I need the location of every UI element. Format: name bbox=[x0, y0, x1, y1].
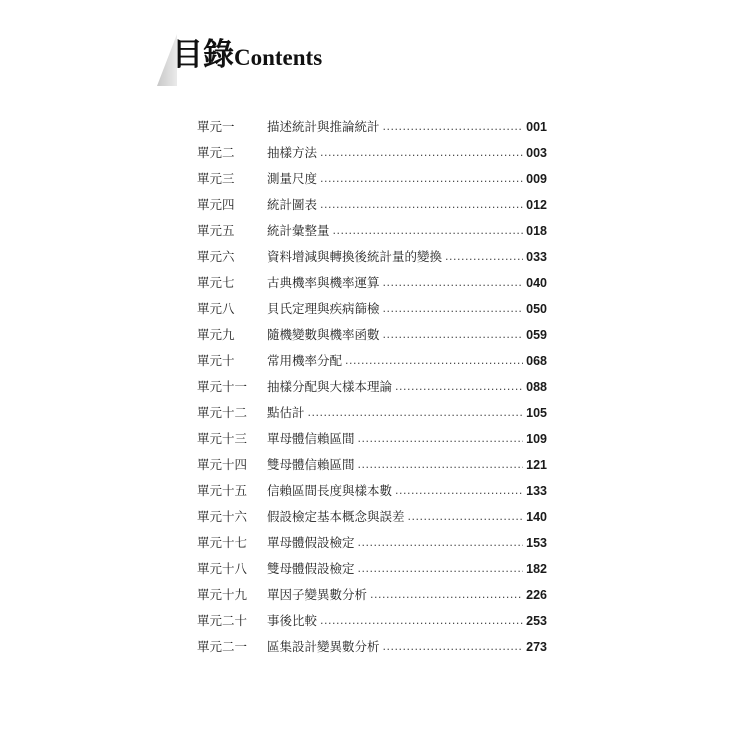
dot-leader bbox=[345, 354, 523, 367]
toc-topic: 單母體假設檢定 bbox=[267, 535, 355, 550]
toc-page-number: 133 bbox=[526, 484, 547, 498]
toc-entry[interactable] bbox=[197, 299, 547, 325]
dot-leader bbox=[358, 432, 524, 445]
dot-leader bbox=[383, 120, 524, 133]
toc-topic: 點估計 bbox=[267, 405, 305, 420]
toc-unit: 單元二一 bbox=[197, 639, 248, 654]
dot-leader bbox=[383, 302, 524, 315]
toc-entry[interactable] bbox=[197, 585, 547, 611]
dot-leader bbox=[358, 458, 524, 471]
toc-page-number: 068 bbox=[526, 354, 547, 368]
toc-page-number: 273 bbox=[526, 640, 547, 654]
toc-topic: 假設檢定基本概念與誤差 bbox=[267, 509, 405, 524]
dot-leader bbox=[445, 250, 523, 263]
toc-unit: 單元十八 bbox=[197, 561, 248, 576]
toc-unit: 單元十六 bbox=[197, 509, 248, 524]
page-title-chinese: 目錄 bbox=[172, 37, 234, 73]
dot-leader bbox=[308, 406, 524, 419]
dot-leader bbox=[320, 614, 523, 627]
toc-page-number: 009 bbox=[526, 172, 547, 186]
dot-leader bbox=[383, 276, 524, 289]
toc-topic: 資料增減與轉換後統計量的變換 bbox=[267, 249, 443, 264]
toc-unit: 單元五 bbox=[197, 223, 235, 238]
page-title bbox=[172, 37, 323, 73]
dot-leader bbox=[320, 146, 523, 159]
toc-topic: 常用機率分配 bbox=[267, 353, 343, 368]
toc-entry[interactable] bbox=[197, 221, 547, 247]
toc-page-number: 121 bbox=[526, 458, 547, 472]
toc-page-number: 105 bbox=[526, 406, 547, 420]
dot-leader bbox=[358, 536, 524, 549]
toc-page-number: 012 bbox=[526, 198, 547, 212]
toc-entry[interactable] bbox=[197, 117, 547, 143]
dot-leader bbox=[383, 328, 524, 341]
toc-page-number: 253 bbox=[526, 614, 547, 628]
dot-leader bbox=[395, 484, 523, 497]
toc-topic: 信賴區間長度與樣本數 bbox=[267, 483, 393, 498]
toc-entry[interactable] bbox=[197, 377, 547, 403]
toc-topic: 隨機變數與機率函數 bbox=[267, 327, 380, 342]
toc-unit: 單元二十 bbox=[197, 613, 248, 628]
toc-unit: 單元二 bbox=[197, 145, 235, 160]
toc-unit: 單元十三 bbox=[197, 431, 248, 446]
toc-page-number: 033 bbox=[526, 250, 547, 264]
toc-entry[interactable] bbox=[197, 351, 547, 377]
table-of-contents bbox=[197, 117, 547, 663]
toc-page-number: 088 bbox=[526, 380, 547, 394]
toc-topic: 統計彙整量 bbox=[267, 223, 330, 238]
toc-unit: 單元十九 bbox=[197, 587, 248, 602]
toc-unit: 單元十五 bbox=[197, 483, 248, 498]
toc-unit: 單元三 bbox=[197, 171, 235, 186]
page-title-english: Contents bbox=[234, 45, 323, 70]
toc-entry[interactable] bbox=[197, 455, 547, 481]
toc-unit: 單元十七 bbox=[197, 535, 248, 550]
toc-topic: 單母體信賴區間 bbox=[267, 431, 355, 446]
toc-topic: 古典機率與機率運算 bbox=[267, 275, 380, 290]
toc-topic: 單因子變異數分析 bbox=[267, 587, 368, 602]
toc-entry[interactable] bbox=[197, 169, 547, 195]
toc-entry[interactable] bbox=[197, 637, 547, 663]
toc-topic: 事後比較 bbox=[267, 613, 318, 628]
toc-entry[interactable] bbox=[197, 481, 547, 507]
toc-topic: 雙母體假設檢定 bbox=[267, 561, 355, 576]
toc-topic: 統計圖表 bbox=[267, 197, 318, 212]
toc-topic: 抽樣分配與大樣本理論 bbox=[267, 379, 393, 394]
toc-topic: 抽樣方法 bbox=[267, 145, 318, 160]
toc-entry[interactable] bbox=[197, 429, 547, 455]
toc-topic: 測量尺度 bbox=[267, 171, 318, 186]
toc-page-number: 040 bbox=[526, 276, 547, 290]
toc-unit: 單元七 bbox=[197, 275, 235, 290]
toc-unit: 單元九 bbox=[197, 327, 235, 342]
toc-entry[interactable] bbox=[197, 195, 547, 221]
dot-leader bbox=[358, 562, 524, 575]
toc-entry[interactable] bbox=[197, 611, 547, 637]
toc-unit: 單元四 bbox=[197, 197, 235, 212]
toc-entry[interactable] bbox=[197, 143, 547, 169]
toc-page-number: 059 bbox=[526, 328, 547, 342]
toc-page-number: 018 bbox=[526, 224, 547, 238]
toc-entry[interactable] bbox=[197, 403, 547, 429]
dot-leader bbox=[408, 510, 524, 523]
dot-leader bbox=[320, 198, 523, 211]
toc-entry[interactable] bbox=[197, 247, 547, 273]
toc-unit: 單元十一 bbox=[197, 379, 248, 394]
dot-leader bbox=[333, 224, 524, 237]
toc-unit: 單元八 bbox=[197, 301, 235, 316]
toc-unit: 單元十二 bbox=[197, 405, 248, 420]
toc-page-number: 140 bbox=[526, 510, 547, 524]
toc-page-number: 182 bbox=[526, 562, 547, 576]
toc-page-number: 003 bbox=[526, 146, 547, 160]
toc-entry[interactable] bbox=[197, 507, 547, 533]
toc-unit: 單元一 bbox=[197, 119, 235, 134]
dot-leader bbox=[383, 640, 524, 653]
dot-leader bbox=[370, 588, 523, 601]
toc-entry[interactable] bbox=[197, 559, 547, 585]
toc-topic: 描述統計與推論統計 bbox=[267, 119, 380, 134]
toc-page-number: 109 bbox=[526, 432, 547, 446]
toc-topic: 貝氏定理與疾病篩檢 bbox=[267, 301, 380, 316]
toc-entry[interactable] bbox=[197, 533, 547, 559]
toc-topic: 區集設計變異數分析 bbox=[267, 639, 380, 654]
dot-leader bbox=[320, 172, 523, 185]
toc-page-number: 001 bbox=[526, 120, 547, 134]
toc-unit: 單元六 bbox=[197, 249, 235, 264]
toc-page-number: 153 bbox=[526, 536, 547, 550]
toc-entry[interactable] bbox=[197, 325, 547, 351]
toc-page-number: 226 bbox=[526, 588, 547, 602]
toc-entry[interactable] bbox=[197, 273, 547, 299]
toc-unit: 單元十 bbox=[197, 353, 235, 368]
toc-page-number: 050 bbox=[526, 302, 547, 316]
toc-unit: 單元十四 bbox=[197, 457, 248, 472]
toc-topic: 雙母體信賴區間 bbox=[267, 457, 355, 472]
dot-leader bbox=[395, 380, 523, 393]
